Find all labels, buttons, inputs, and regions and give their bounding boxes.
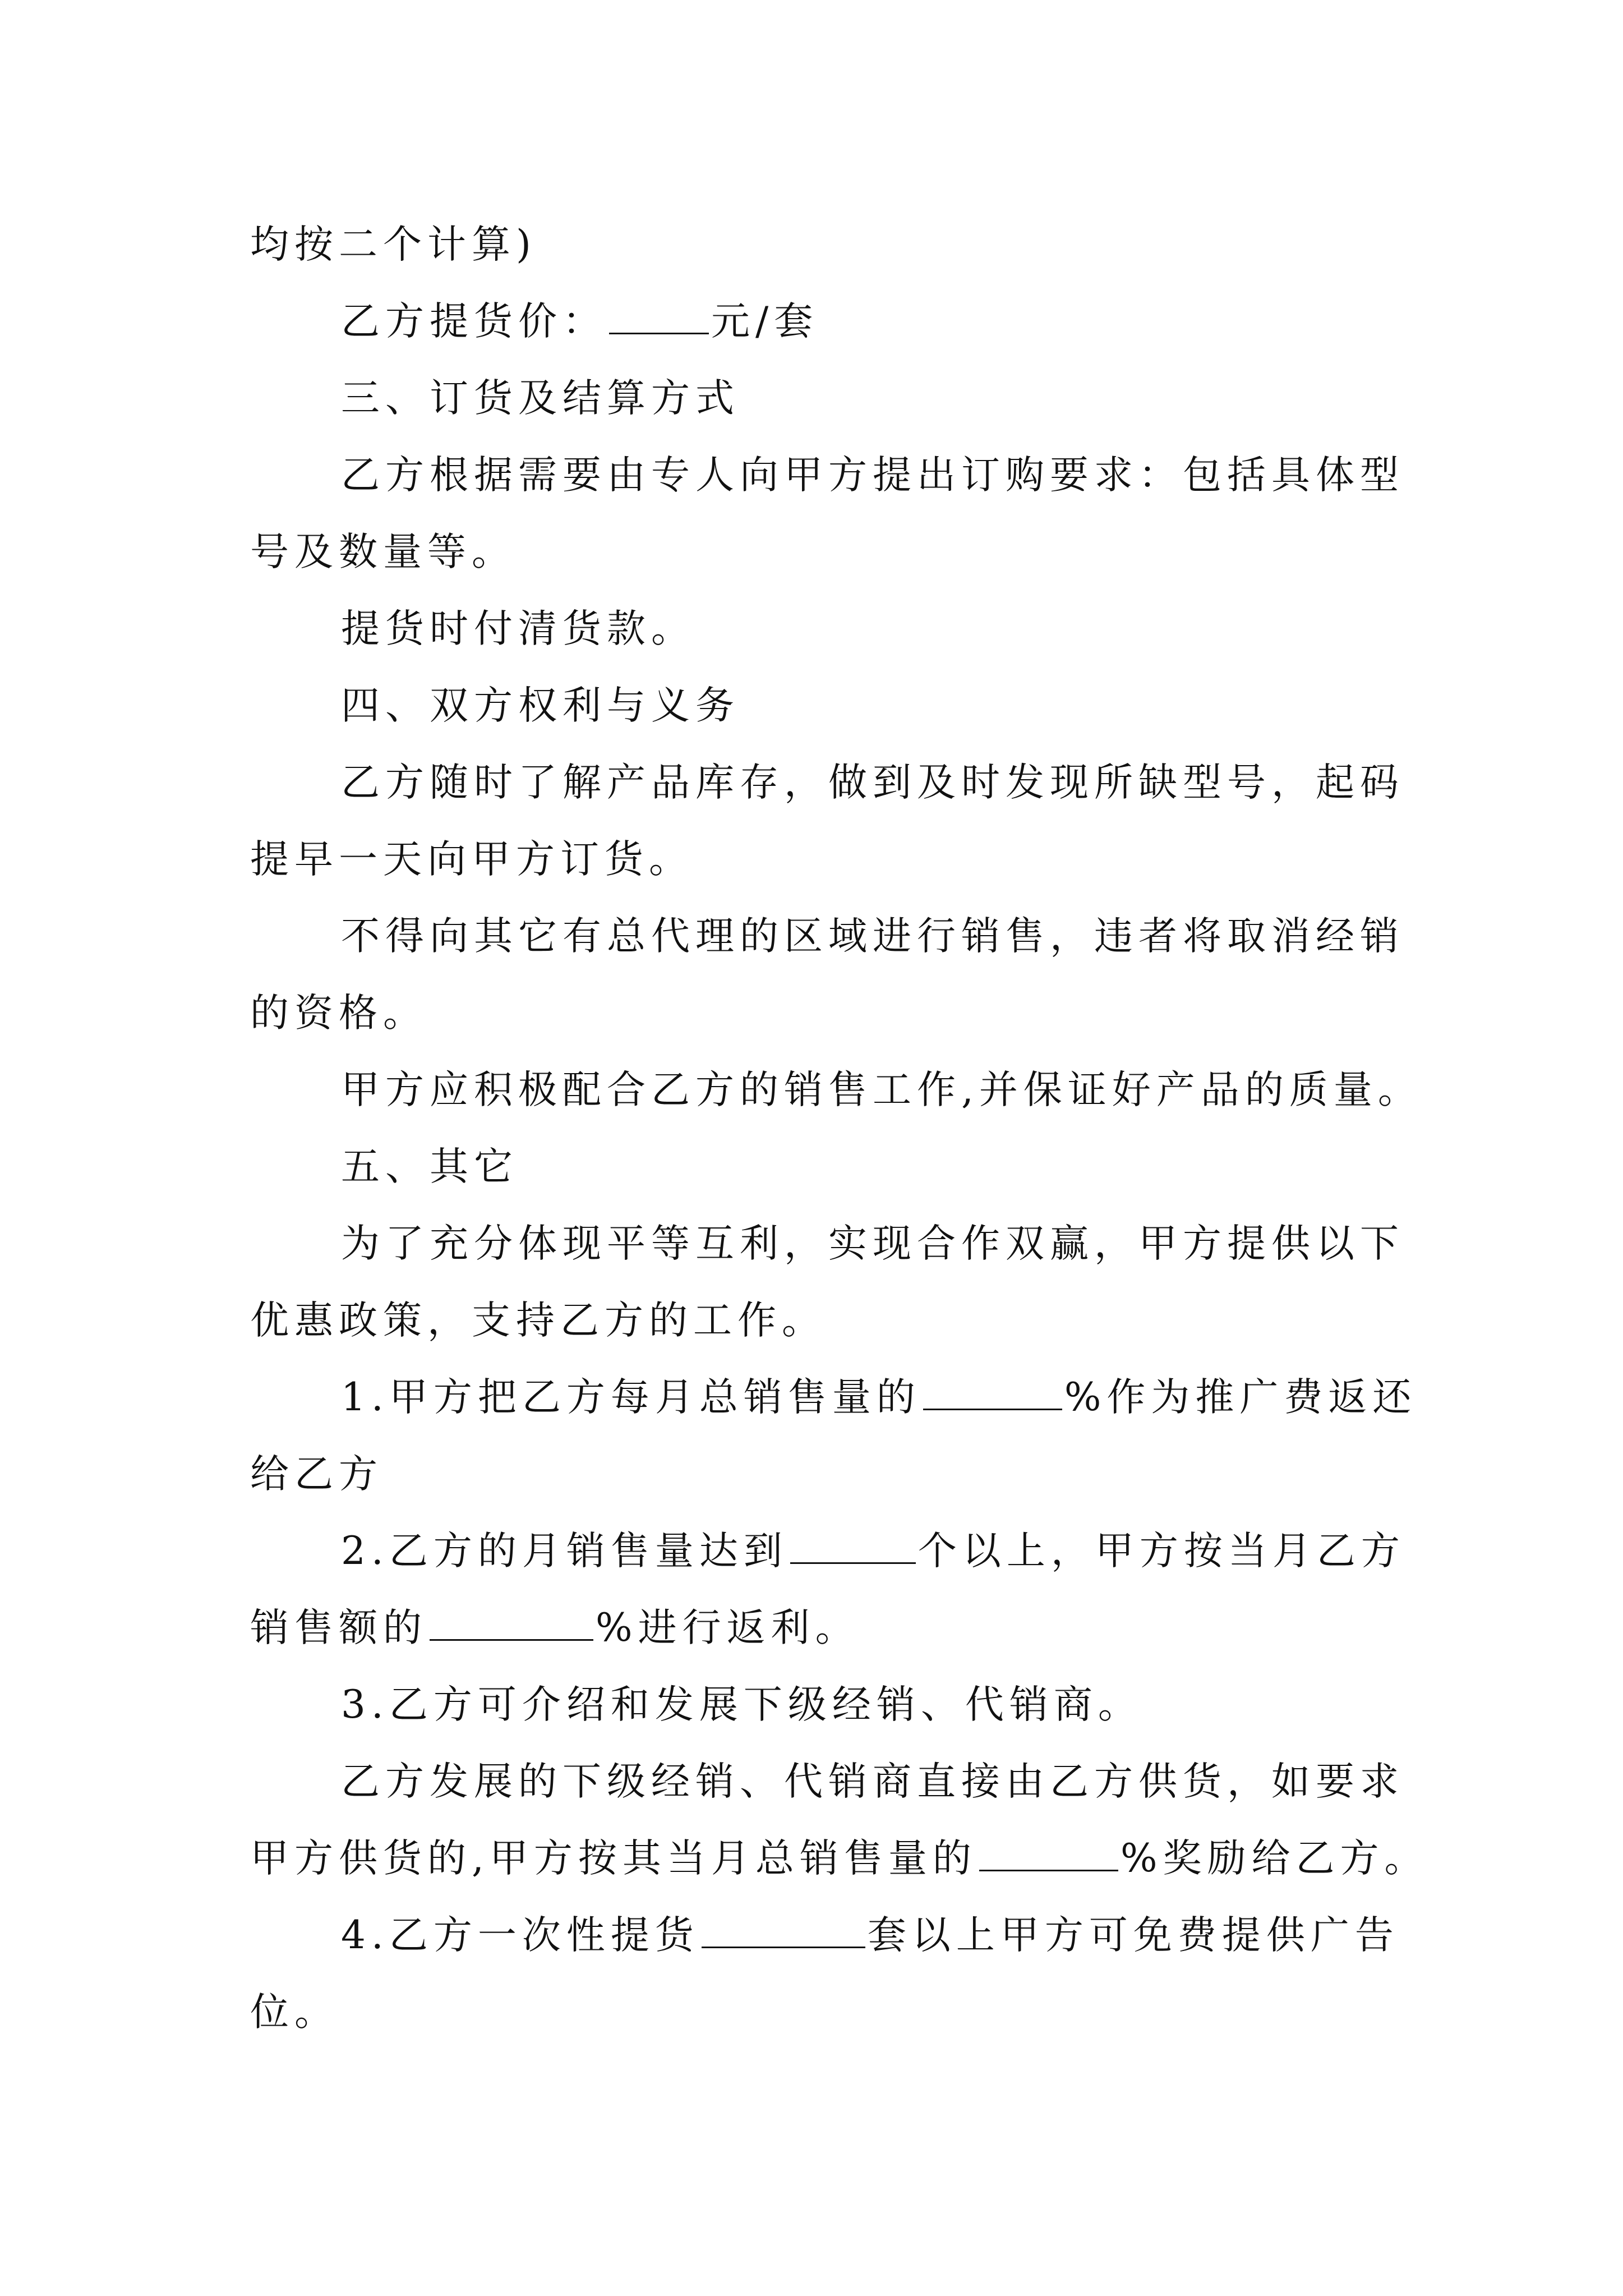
line-text: %奖励给乙方。 xyxy=(1120,1836,1429,1881)
line-text: 甲方应积极配合乙方的销售工作,并保证好产品的质量。 xyxy=(341,1068,1422,1112)
paragraph-line xyxy=(250,514,1389,591)
line-text: 乙方发展的下级经销、代销商直接由乙方供货，如要求 xyxy=(341,1759,1404,1804)
line-text: 乙方提货价： xyxy=(341,299,607,344)
blank-field xyxy=(702,1911,865,1948)
paragraph-line xyxy=(250,591,1389,668)
line-text: %作为推广费返还 xyxy=(1064,1375,1417,1420)
paragraph-line xyxy=(250,1282,1389,1359)
line-text: 不得向其它有总代理的区域进行销售，违者将取消经销 xyxy=(341,914,1404,959)
blank-field xyxy=(609,297,709,334)
line-text: 给乙方 xyxy=(250,1452,383,1497)
line-text: 号及数量等。 xyxy=(250,530,516,574)
paragraph-line xyxy=(250,437,1404,514)
line-text: 位。 xyxy=(250,1990,339,2035)
line-text: 2.乙方的月销售量达到 xyxy=(341,1529,788,1573)
blank-field xyxy=(430,1604,593,1641)
document-body xyxy=(250,206,1429,2051)
line-text: 均按二个计算) xyxy=(250,222,537,267)
line-text: 3.乙方可介绍和发展下级经销、代销商。 xyxy=(341,1682,1142,1727)
line-text: 乙方随时了解产品库存，做到及时发现所缺型号，起码 xyxy=(341,760,1404,805)
heading-text: 四、双方权利与义务 xyxy=(341,683,740,728)
paragraph-line xyxy=(250,744,1404,821)
line-text: 甲方供货的,甲方按其当月总销售量的 xyxy=(250,1836,977,1881)
blank-field xyxy=(979,1834,1118,1871)
paragraph-line xyxy=(250,975,1389,1052)
line-text: 套以上甲方可免费提供广告 xyxy=(867,1913,1399,1958)
line-text: 提货时付清货款。 xyxy=(341,606,695,651)
numbered-item xyxy=(250,1513,1405,1590)
heading-text: 五、其它 xyxy=(341,1144,518,1189)
heading-text: 三、订货及结算方式 xyxy=(341,376,740,421)
line-text: 的资格。 xyxy=(250,991,427,1036)
paragraph-line xyxy=(250,1590,1389,1667)
blank-field xyxy=(790,1527,916,1564)
section-heading xyxy=(250,1129,1389,1205)
paragraph-line xyxy=(250,1820,1429,1897)
paragraph-line xyxy=(250,1052,1422,1129)
line-text: 4.乙方一次性提货 xyxy=(341,1913,699,1958)
numbered-item xyxy=(250,1897,1399,1974)
numbered-item xyxy=(250,1667,1389,1743)
blank-field xyxy=(923,1373,1062,1410)
line-text: 乙方根据需要由专人向甲方提出订购要求：包括具体型 xyxy=(341,453,1404,498)
paragraph-line xyxy=(250,821,1389,898)
paragraph-line xyxy=(250,1436,1389,1513)
paragraph-line xyxy=(250,1974,1389,2051)
line-text: %进行返利。 xyxy=(596,1605,860,1650)
line-text: 1.甲方把乙方每月总销售量的 xyxy=(341,1375,921,1420)
price-line xyxy=(250,283,1389,360)
line-text: 优惠政策，支持乙方的工作。 xyxy=(250,1298,826,1343)
paragraph-line xyxy=(250,898,1404,975)
numbered-item xyxy=(250,1359,1417,1436)
line-text: 提早一天向甲方订货。 xyxy=(250,837,693,882)
line-text: 个以上，甲方按当月乙方 xyxy=(917,1529,1405,1573)
paragraph-line xyxy=(250,1205,1404,1282)
paragraph-line xyxy=(250,1743,1404,1820)
section-heading xyxy=(250,668,1389,744)
line-text: 为了充分体现平等互利，实现合作双赢，甲方提供以下 xyxy=(341,1221,1404,1266)
section-heading xyxy=(250,360,1389,437)
line-text: 元/套 xyxy=(711,299,819,344)
line-text: 销售额的 xyxy=(250,1605,427,1650)
paragraph-line xyxy=(250,206,1389,283)
